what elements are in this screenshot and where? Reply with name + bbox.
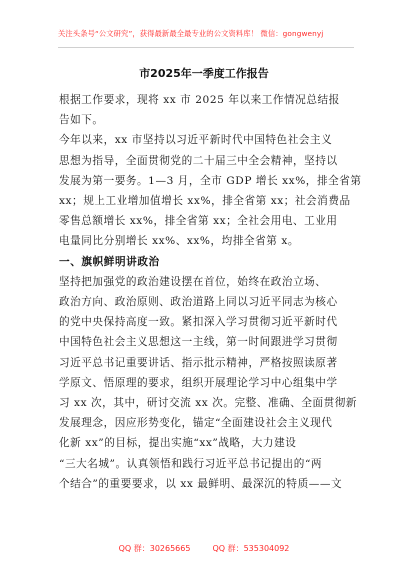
- text-line: 政治方向、政治原则、政治道路上同以习近平同志为核心: [59, 296, 338, 309]
- document-body: [59, 90, 362, 494]
- text-line: 习近平总书记重要讲话、指示批示精神，严格按照读原著: [59, 356, 338, 369]
- text-line: 坚持把加强党的政治建设摆在首位，始终在政治立场、: [59, 275, 327, 288]
- text-line: “三大名城”。认真领悟和践行习近平总书记提出的“两: [59, 457, 323, 470]
- footer-qq-group-2: QQ 群：535304092: [212, 544, 290, 553]
- header-divider: [58, 47, 354, 48]
- text-line: 根据工作要求，现将 xx 市 2025 年以来工作情况总结报: [59, 94, 340, 106]
- intro-paragraph: [59, 90, 351, 130]
- text-line: 个结合”的重要要求，以 xx 最鲜明、最深沉的特质——文: [59, 477, 343, 490]
- section-1-paragraph: [59, 272, 358, 494]
- text-line: 中国特色社会主义思想这一主线，第一时间跟进学习贯彻: [59, 336, 338, 349]
- summary-paragraph: [59, 130, 362, 251]
- text-line: xx；规上工业增加值增长 xx%，排全省第 xx；社会消费品: [59, 195, 351, 208]
- header-banner: 关注头条号“公文研究”，获得最新最全最专业的公文资料库！ 微信：gongwenyj: [58, 29, 324, 38]
- document-title: 市2025年一季度工作报告: [139, 67, 269, 80]
- text-line: 学原文、悟原理的要求，组织开展理论学习中心组集中学: [59, 376, 338, 389]
- section-1-heading: 一、旗帜鲜明讲政治: [59, 255, 160, 268]
- footer-contact: [0, 543, 408, 554]
- text-line: 习 xx 次，其中，研讨交流 xx 次。完整、准确、全面贯彻新: [59, 397, 358, 410]
- text-line: 思想为指导，全面贯彻党的二十届三中全会精神，坚持以: [59, 154, 338, 167]
- text-line: 今年以来，xx 市坚持以习近平新时代中国特色社会主义: [59, 134, 333, 147]
- text-line: 告如下。: [59, 114, 104, 127]
- text-line: 电量同比分别增长 xx%、xx%，均排全省第 x。: [59, 235, 299, 248]
- text-line: 发展理念，因应形势变化，锚定“全面建设社会主义现代: [59, 417, 333, 430]
- text-line: 化新 xx”的目标，提出实施“xx”战略，大力建设: [59, 437, 297, 450]
- text-line: 发展为第一要务。1—3 月，全市 GDP 增长 xx%，排全省第: [59, 174, 362, 187]
- section-heading: [59, 252, 351, 272]
- text-line: 的党中央保持高度一致。紧扣深入学习贯彻习近平新时代: [59, 316, 338, 329]
- footer-qq-group-1: QQ 群：30265665: [118, 544, 191, 553]
- text-line: 零售总额增长 xx%，排全省第 xx；全社会用电、工业用: [59, 215, 338, 228]
